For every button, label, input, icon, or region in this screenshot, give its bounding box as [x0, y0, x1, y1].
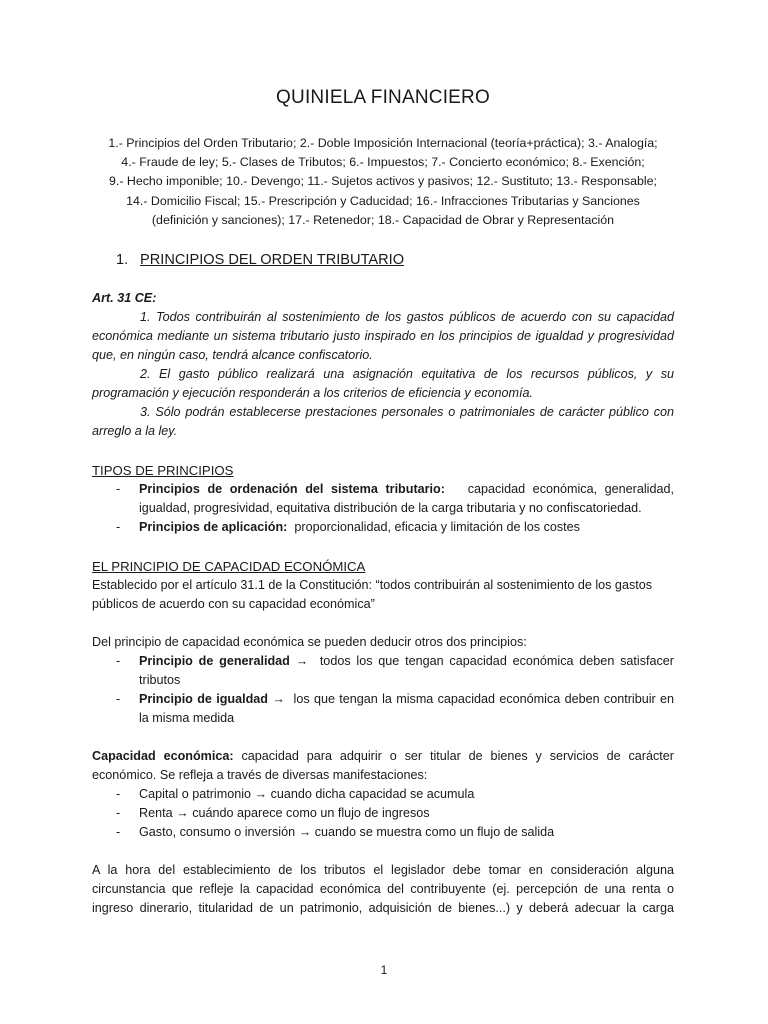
arrow: → [298, 825, 312, 839]
capacidad-section [92, 557, 674, 918]
index-line: 9.- Hecho imponible; 10.- Devengo; 11.- Sujetos activos y pasivos; 12.- Sustituto; 13.- Responsable; [108, 174, 657, 189]
section-title: PRINCIPIOS DEL ORDEN TRIBUTARIO [140, 252, 405, 268]
list-item: - Principio de generalidad → todos los que tengan capacidad económica deben satisfacer tributos [116, 654, 674, 687]
list-item-text: todos los que tengan capacidad económica deben satisfacer tributos [139, 654, 674, 687]
index-line: 4.- Fraude de ley; 5.- Clases de Tributos; 6.- Impuestos; 7.- Concierto económico; 8.- Exención; [121, 155, 645, 170]
capacidad-closing: A la hora del establecimiento de los tributos el legislador debe tomar en consideración alguna circunstancia que refleje la capacidad económica del contribuyente (ej. percepción de una renta o ingreso dinerario, titularidad de un patrimonio, adquisición de bienes...) y deberá adecuar la carga [92, 863, 674, 915]
list-item-text: cuándo aparece como un flujo de ingresos [192, 806, 430, 820]
tipos-section [92, 461, 674, 537]
list-item-term: Principio de igualdad [139, 692, 268, 706]
list-item: - Principio de igualdad → los que tengan la misma capacidad económica deben contribuir en la misma medida [116, 692, 675, 725]
index-line: (definición y sanciones); 17.- Retenedor; 18.- Capacidad de Obrar y Representación [151, 212, 615, 227]
document-title: QUINIELA FINANCIERO [276, 87, 490, 108]
capacidad-intro: Establecido por el artículo 31.1 de la Constitución: “todos contribuirán al sostenimiento de los gastos públicos de acuerdo con su capacidad económica” [92, 578, 653, 611]
capacidad-deduce: Del principio de capacidad económica se pueden deducir otros dos principios: [92, 635, 527, 649]
list-item: - Gasto, consumo o inversión → cuando se muestra como un flujo de salida [116, 825, 555, 839]
list-item: - Renta → cuándo aparece como un flujo de ingresos [116, 806, 430, 820]
article-paragraph: 1. Todos contribuirán al sostenimiento de los gastos públicos de acuerdo con su capacidad económica mediante un sistema tributario justo inspirado en los principios de igualdad y progresividad que, en ningún caso, tendrá alcance confiscatorio. [92, 310, 674, 362]
definition-term: Capacidad económica: [92, 749, 234, 763]
article-label: Art. 31 CE: [92, 291, 157, 305]
capacidad-definition [92, 747, 674, 785]
list-item: - Principios de aplicación: proporcionalidad, eficacia y limitación de los costes [116, 520, 580, 534]
section-heading [116, 251, 404, 270]
definition-text: capacidad para adquirir o ser titular de bienes y servicios de carácter económico. Se refleja a través de diversas manifestaciones: [92, 749, 674, 782]
topic-index [92, 134, 674, 230]
arrow: → [254, 787, 268, 801]
list-item-text: cuando se muestra como un flujo de salida [314, 825, 555, 839]
tipos-heading: TIPOS DE PRINCIPIOS [92, 463, 234, 478]
list-item-term: Principio de generalidad [139, 654, 290, 668]
list-item-term: Capital o patrimonio [139, 787, 252, 801]
arrow: → [176, 806, 189, 820]
list-item-text: los que tengan la misma capacidad económica deben contribuir en la misma medida [139, 692, 675, 725]
arrow: → [295, 654, 309, 668]
article-paragraph: 2. El gasto público realizará una asignación equitativa de los recursos públicos, y su programación y ejecución responderán a los criterios de eficiencia y economía. [92, 367, 674, 400]
list-item-term: Gasto, consumo o inversión [139, 825, 296, 839]
capacidad-heading: EL PRINCIPIO DE CAPACIDAD ECONÓMICA [92, 559, 366, 574]
list-item-text: capacidad económica, generalidad, igualdad, progresividad, equitativa distribución de la carga tributaria y no confiscatoriedad. [139, 482, 674, 515]
arrow: → [272, 692, 285, 706]
section-number: 1. [116, 252, 129, 268]
index-line: 1.- Principios del Orden Tributario; 2.- Doble Imposición Internacional (teoría+práctica); 3.- Analogía; [108, 136, 658, 150]
list-item: - Principios de ordenación del sistema tributario: capacidad económica, generalidad, igualdad, progresividad, equitativa distribución de la carga tributaria y no confiscatoriedad. [116, 482, 674, 515]
list-item-text: proporcionalidad, eficacia y limitación de los costes [294, 520, 580, 534]
page-number: 1 [380, 963, 388, 977]
list-item-term: Principios de aplicación: [139, 520, 288, 534]
list-item-term: Principios de ordenación del sistema tributario: [139, 482, 445, 496]
index-line: 14.- Domicilio Fiscal; 15.- Prescripción y Caducidad; 16.- Infracciones Tributarias y Sanciones [126, 193, 640, 208]
list-item-text: cuando dicha capacidad se acumula [270, 787, 475, 801]
article-paragraph: 3. Sólo podrán establecerse prestaciones personales o patrimoniales de carácter público con arreglo a la ley. [92, 405, 674, 438]
article-block [92, 289, 674, 441]
list-item-term: Renta [139, 806, 173, 820]
list-item: - Capital o patrimonio → cuando dicha capacidad se acumula [116, 787, 475, 801]
